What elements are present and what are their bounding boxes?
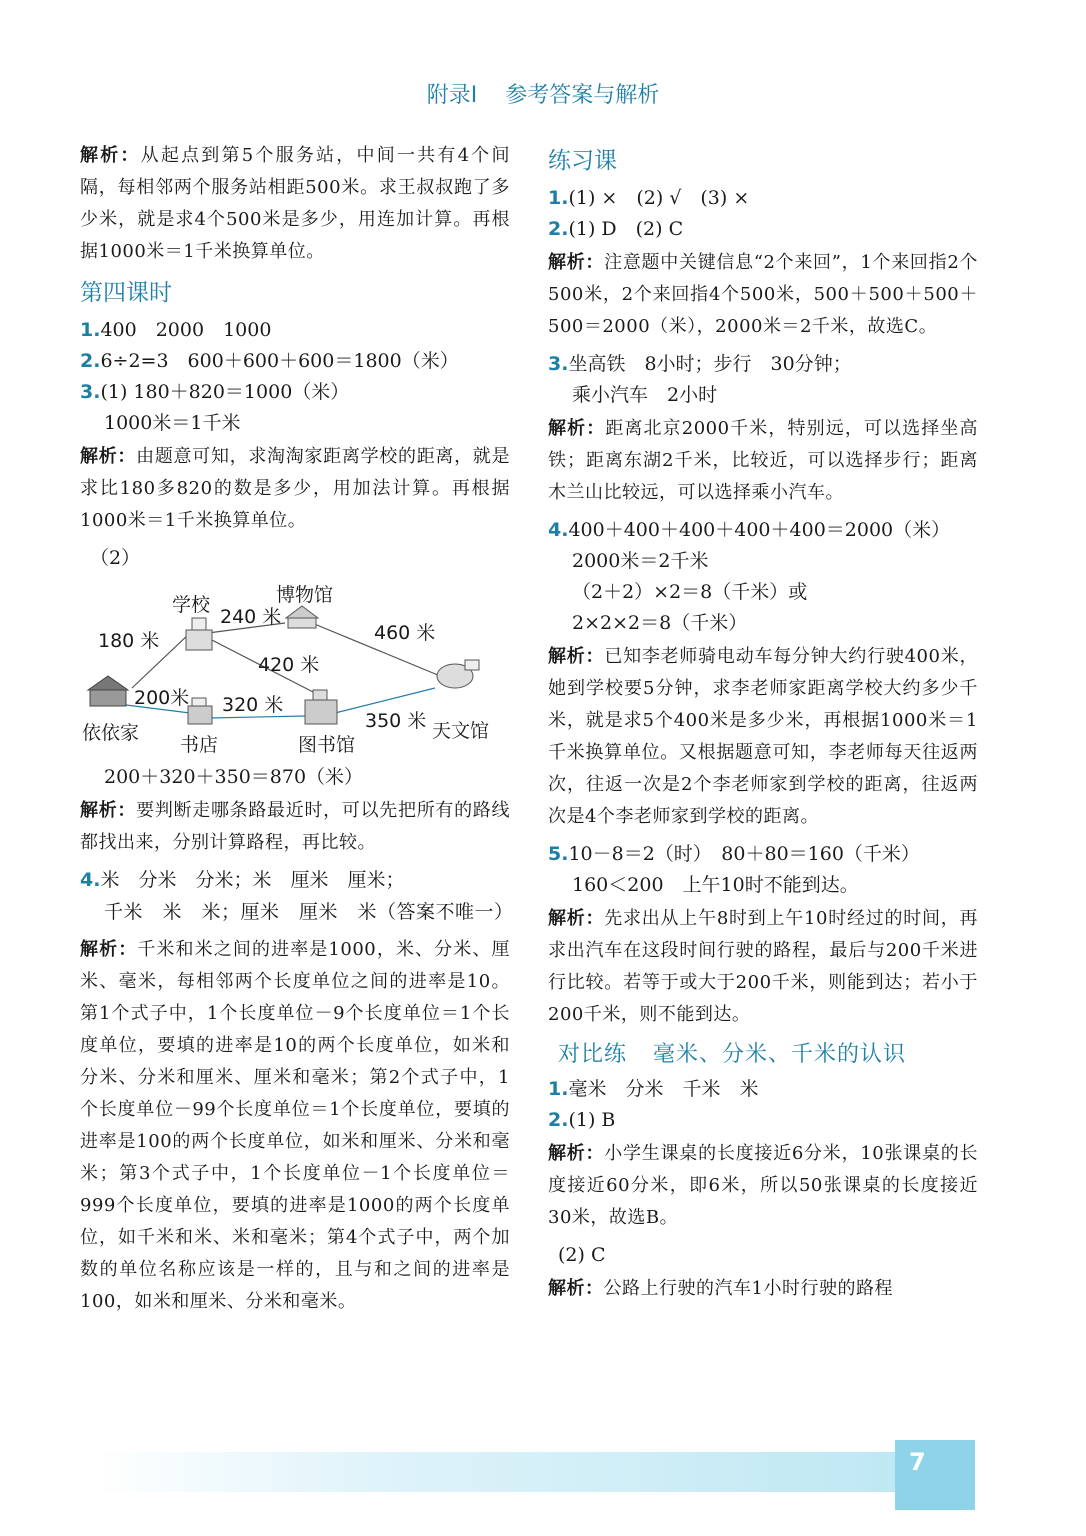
practice-answer-1: 1.(1) × (2) √ (3) × <box>548 187 750 209</box>
comparison-analysis-2b: 解析：公路上行驶的汽车1小时行驶的路程 <box>548 1278 893 1299</box>
analysis-4: 解析：千米和米之间的进率是1000，米、分米、厘米、毫米，每相邻两个长度单位之间的进率是10。第1个式子中，1个长度单位－9个长度单位＝1个长度单位，要填的进率是10的两个长度单位，如米和分米、分米和厘米、厘米和毫米；第2个式子中，1个长度单位－99个长度单位＝1个长度单位，要填的进率是100的两个长度单位，如米和厘米、分米和毫米；第3个式子中，1个长度单位－1个长度单位＝999个长度单位，要填的进率是1000的两个长度单位，如千米和米、米和毫米；第4个式子中，两个加数的单位名称应该是一样的，且与和之间的进率是100，如米和厘米、分米和毫米。 <box>80 939 510 1312</box>
page-header <box>0 78 1086 109</box>
section-title-practice: 练习课 <box>548 148 617 174</box>
label-home: 依依家 <box>82 722 140 744</box>
practice-answer-3: 3.坐高铁 8小时；步行 30分钟； <box>548 353 852 375</box>
home-icon <box>88 676 128 706</box>
library-icon <box>305 690 337 724</box>
label-museum: 博物馆 <box>276 584 334 606</box>
answer-4-cont: 千米 米 米；厘米 厘米 米（答案不唯一） <box>104 901 514 923</box>
distance-home-bookstore: 200米 <box>134 687 190 709</box>
comparison-analysis-2: 解析：小学生课桌的长度接近6分米，10张课桌的长度接近60分米，即6米，所以50张课桌的长度接近30米，故选B。 <box>548 1143 979 1228</box>
bookstore-icon <box>188 698 212 724</box>
section-title-comparison: 对比练 毫米、分米、千米的认识 <box>558 1042 907 1067</box>
label-bookstore: 书店 <box>180 734 219 756</box>
left-column <box>80 138 514 1324</box>
distance-bookstore-library: 320 米 <box>222 694 284 716</box>
school-icon <box>186 618 212 650</box>
distance-school-museum: 240 米 <box>220 606 282 628</box>
practice-analysis-4: 解析：已知李老师骑电动车每分钟大约行驶400米，她到学校要5分钟，求李老师家距离学校大约多少千米，就是求5个400米是多少米，再根据1000米＝1千米换算单位。又根据题意可知，李老师每天往返两次，往返一次是2个李老师家到学校的距离，往返两次是4个李老师家到学校的距离。 <box>548 646 979 827</box>
page-number: 7 <box>895 1440 975 1510</box>
practice-analysis-2: 解析：注意题中关键信息“2个来回”，1个来回指2个500米，2个来回指4个500米，500＋500＋500＋500＝2000（米），2000米＝2千米，故选C。 <box>548 252 979 337</box>
distance-home-school: 180 米 <box>98 630 160 652</box>
appendix-label: 附录Ⅰ <box>426 83 478 108</box>
section-title-lesson4: 第四课时 <box>80 280 172 306</box>
practice-answer-2: 2.(1) D (2) C <box>548 218 684 240</box>
comparison-answer-2-part2: (2) C <box>558 1244 606 1266</box>
answer-3-calc: 200＋320＋350＝870（米） <box>104 766 364 788</box>
distance-library-observatory: 350 米 <box>365 710 427 732</box>
analysis-3: 解析：由题意可知，求淘淘家距离学校的距离，就是求比180多820的数是多少，用加法计算。再根据1000米＝1千米换算单位。 <box>80 446 511 531</box>
practice-analysis-3: 解析：距离北京2000千米，特别远，可以选择坐高铁；距离东湖2千米，比较近，可以选择步行；距离木兰山比较远，可以选择乘小汽车。 <box>548 418 978 503</box>
label-observatory: 天文馆 <box>432 720 490 742</box>
practice-answer-5-cont: 160＜200 上午10时不能到达。 <box>572 874 859 896</box>
answer-4: 4.米 分米 分米；米 厘米 厘米； <box>80 869 405 891</box>
practice-answer-5: 5.10－8＝2（时） 80＋80＝160（千米） <box>548 843 920 865</box>
right-column <box>548 138 978 1311</box>
practice-analysis-5: 解析：先求出从上午8时到上午10时经过的时间，再求出汽车在这段时间行驶的路程，最后与200千米进行比较。若等于或大于200千米，则能到达；若小于200千米，则不能到达。 <box>548 908 979 1025</box>
distance-museum-observatory: 460 米 <box>374 622 436 644</box>
header-title: 参考答案与解析 <box>505 83 660 108</box>
analysis-3b: 解析：要判断走哪条路最近时，可以先把所有的路线都找出来，分别计算路程，再比较。 <box>80 800 511 853</box>
route-map <box>80 578 510 758</box>
analysis-intro: 解析：从起点到第5个服务站，中间一共有4个间隔，每相邻两个服务站相距500米。求王叔叔跑了多少米，就是求4个500米是多少，用连加计算。再根据1000米＝1千米换算单位。 <box>80 145 510 262</box>
answer-3-part2: （2） <box>90 547 141 569</box>
answer-3-cont: 1000米＝1千米 <box>104 412 241 434</box>
answer-2: 2.6÷2=3 600＋600＋600＝1800（米） <box>80 350 459 372</box>
answer-3: 3.(1) 180＋820＝1000（米） <box>80 381 350 403</box>
practice-answer-4: 4.400＋400＋400＋400＋400＝2000（米） <box>548 519 951 541</box>
analysis-label: 解析： <box>80 145 141 166</box>
label-school: 学校 <box>172 594 211 616</box>
answer-1: 1.400 2000 1000 <box>80 319 272 341</box>
museum-icon <box>286 606 318 628</box>
distance-school-library: 420 米 <box>258 654 320 676</box>
comparison-answer-1: 1.毫米 分米 千米 米 <box>548 1078 759 1100</box>
comparison-answer-2: 2.(1) B <box>548 1109 616 1131</box>
practice-answer-4-l3: （2＋2）×2＝8（千米）或 <box>572 581 808 603</box>
practice-answer-3-cont: 乘小汽车 2小时 <box>572 384 718 406</box>
observatory-icon <box>437 660 479 688</box>
label-library: 图书馆 <box>298 734 356 756</box>
practice-answer-4-l4: 2×2×2＝8（千米） <box>572 612 748 634</box>
practice-answer-4-l2: 2000米＝2千米 <box>572 550 709 572</box>
footer-band <box>95 1452 895 1492</box>
